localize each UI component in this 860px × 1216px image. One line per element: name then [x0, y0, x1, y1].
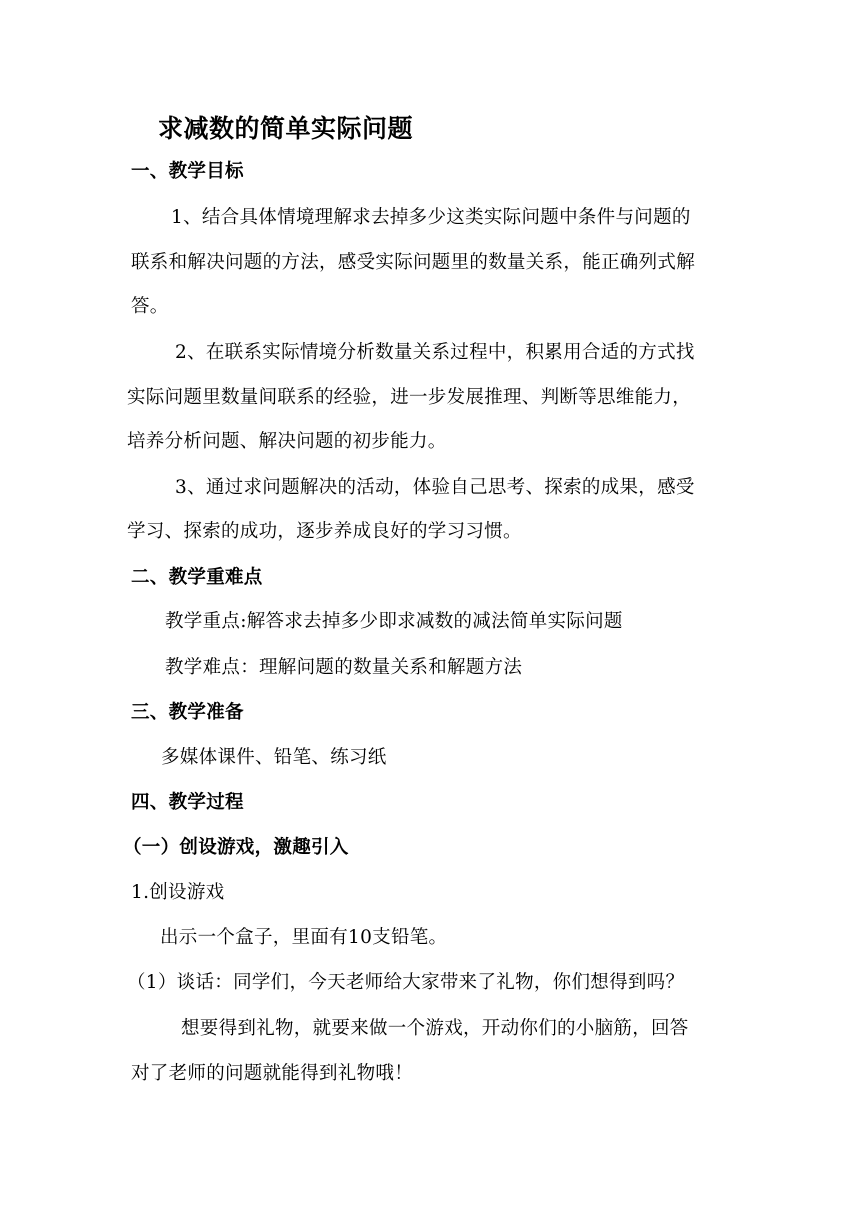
talk-line-2: 想要得到礼物，就要来做一个游戏，开动你们的小脑筋，回答 — [181, 1018, 689, 1039]
step-1-subheading: 1.创设游戏 — [131, 882, 225, 903]
section-heading-preparation: 三、教学准备 — [131, 702, 244, 723]
section-heading-goals: 一、教学目标 — [131, 161, 244, 182]
talk-line-1: （1）谈话：同学们，今天老师给大家带来了礼物，你们想得到吗？ — [127, 972, 685, 993]
goal-2-line-1: 2、在联系实际情境分析数量关系过程中，积累用合适的方式找 — [175, 342, 695, 363]
goal-2-line-3: 培养分析问题、解决问题的初步能力。 — [127, 431, 447, 452]
goal-1-line-1: 1、结合具体情境理解求去掉多少这类实际问题中条件与问题的 — [171, 207, 691, 228]
section-heading-process: 四、教学过程 — [131, 792, 244, 813]
step-1-heading: （一）创设游戏，激趣引入 — [123, 837, 349, 858]
talk-line-3: 对了老师的问题就能得到礼物哦！ — [131, 1063, 414, 1084]
step-1-text: 出示一个盒子，里面有10支铅笔。 — [160, 927, 448, 948]
goal-3-line-1: 3、通过求问题解决的活动，体验自己思考、探索的成果，感受 — [175, 477, 695, 498]
preparation-items: 多媒体课件、铅笔、练习纸 — [161, 747, 387, 768]
goal-3-line-2: 学习、探索的成功，逐步养成良好的学习习惯。 — [127, 521, 522, 542]
difficulty-text: 教学难点：理解问题的数量关系和解题方法 — [165, 657, 523, 678]
section-heading-keypoints: 二、教学重难点 — [131, 567, 263, 588]
goal-1-line-3: 答。 — [131, 296, 169, 317]
goal-2-line-2: 实际问题里数量间联系的经验，进一步发展推理、判断等思维能力， — [127, 387, 692, 408]
document-title: 求减数的简单实际问题 — [158, 114, 414, 143]
key-point-text: 教学重点:解答求去掉多少即求减数的减法简单实际问题 — [165, 611, 623, 632]
goal-1-line-2: 联系和解决问题的方法，感受实际问题里的数量关系，能正确列式解 — [131, 252, 696, 273]
